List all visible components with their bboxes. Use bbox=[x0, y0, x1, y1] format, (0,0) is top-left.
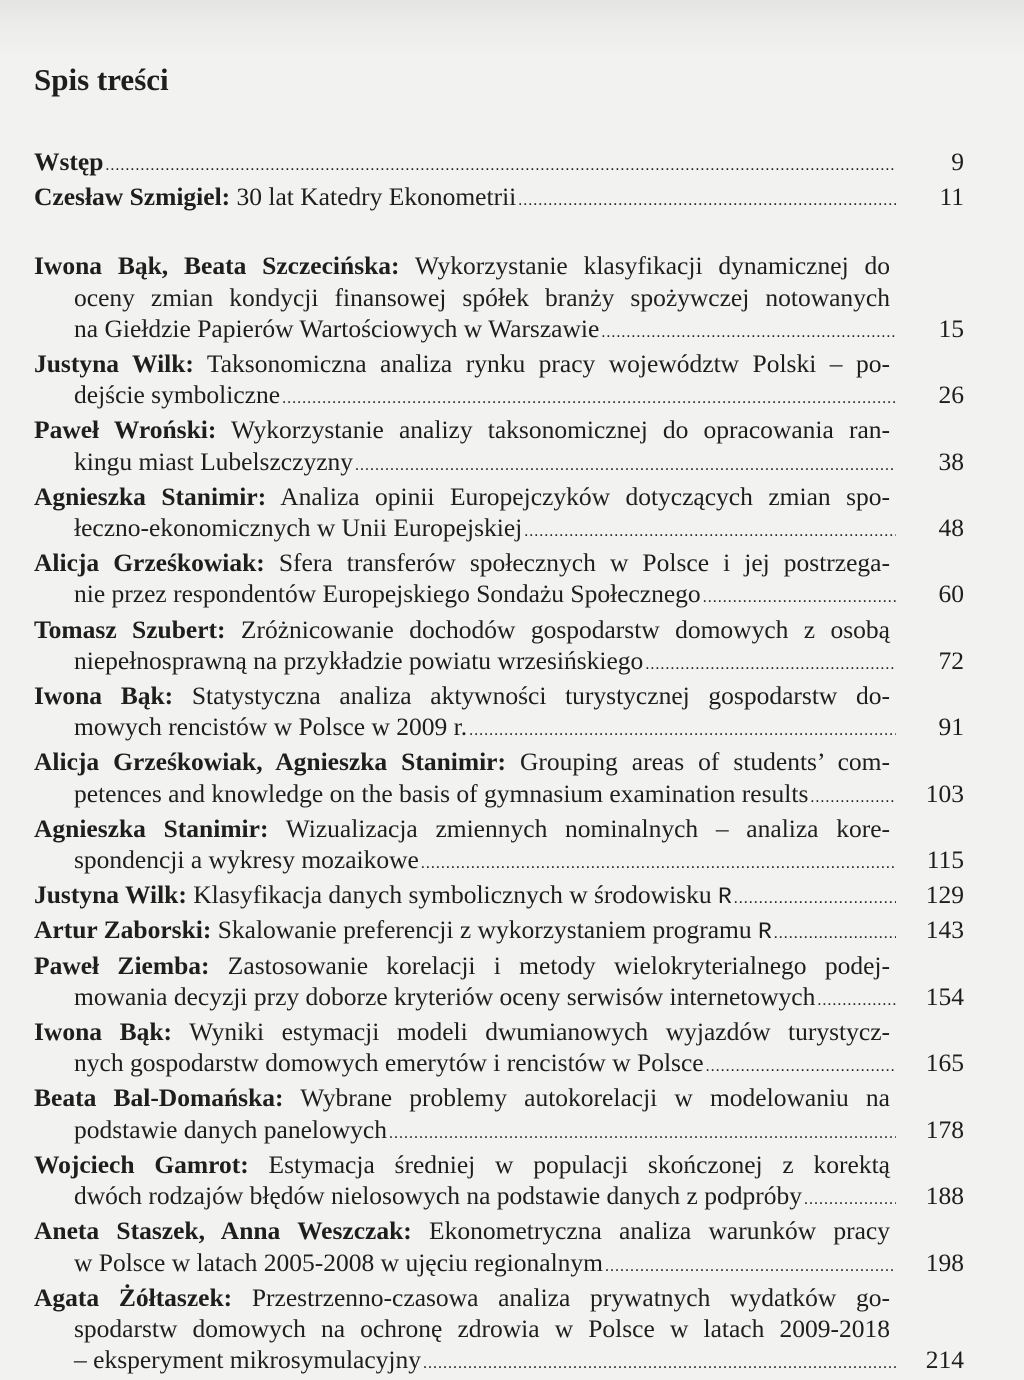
entry-last-line bbox=[34, 313, 964, 348]
page-number[interactable]: 178 bbox=[925, 1114, 964, 1144]
entry-title-line bbox=[34, 1313, 890, 1344]
entry-title-text: Wyniki estymacji modeli dwumianowych wyjazdów turystycz- bbox=[172, 1017, 891, 1047]
entry-last-line bbox=[34, 512, 964, 547]
toc-entry[interactable] bbox=[34, 914, 964, 949]
entry-title-text bbox=[74, 1114, 387, 1145]
page-number[interactable]: 154 bbox=[925, 981, 964, 1011]
entry-title-tail: kingu miast Lubelszczyzny bbox=[74, 446, 354, 476]
page-number[interactable]: 198 bbox=[925, 1247, 964, 1277]
entry-last-line bbox=[34, 645, 964, 680]
toc-entry[interactable] bbox=[34, 879, 964, 914]
toc-entry[interactable] bbox=[34, 1149, 964, 1215]
toc-entry[interactable] bbox=[34, 1215, 964, 1281]
entry-title-tail: łeczno-ekonomicznych w Unii Europejskiej bbox=[74, 513, 523, 543]
entry-last-line bbox=[34, 446, 964, 481]
entry-author: Justyna Wilk: bbox=[34, 349, 194, 379]
entry-title-text bbox=[34, 914, 772, 948]
dot-leader bbox=[734, 879, 896, 914]
entry-title-text bbox=[74, 1047, 704, 1078]
entry-last-line bbox=[34, 1344, 964, 1379]
entry-last-line bbox=[34, 1180, 964, 1215]
toc-entry[interactable] bbox=[34, 1016, 964, 1082]
entry-title-tail: spondencji a wykresy mozaikowe bbox=[74, 845, 419, 875]
entry-title-tail: niepełnosprawną na przykładzie powiatu wrzesińskiego bbox=[74, 645, 644, 675]
entry-last-line bbox=[34, 379, 964, 414]
entry-title-tail: na Giełdzie Papierów Wartościowych w Warszawie bbox=[74, 313, 600, 343]
entry-last-line bbox=[34, 879, 964, 914]
entry-title-tail: 30 lat Katedry Ekonometrii bbox=[230, 182, 517, 212]
entry-title-tail: Skalowanie preferencji z wykorzystaniem programu bbox=[211, 915, 758, 945]
entry-title-line bbox=[34, 746, 890, 777]
page-number[interactable]: 9 bbox=[951, 147, 964, 176]
entry-title-line bbox=[34, 1215, 890, 1246]
page-number[interactable]: 129 bbox=[925, 880, 964, 910]
entry-title-line bbox=[34, 950, 890, 981]
dot-leader bbox=[355, 446, 896, 481]
page-number[interactable]: 103 bbox=[925, 778, 964, 808]
r-language-label: R bbox=[717, 884, 732, 911]
table-of-contents bbox=[34, 146, 964, 1379]
entry-title-text: Zróżnicowanie dochodów gospodarstw domowych z osobą bbox=[225, 614, 890, 644]
entry-title-text: Przestrzenno-czasowa analiza prywatnych wydatków go- bbox=[232, 1282, 890, 1312]
entry-author: Paweł Wroński: bbox=[34, 415, 217, 445]
page-number[interactable]: 38 bbox=[938, 446, 964, 476]
page-number[interactable]: 214 bbox=[925, 1345, 964, 1375]
entry-author: Agata Żółtaszek: bbox=[34, 1282, 233, 1312]
toc-entry[interactable] bbox=[34, 813, 964, 879]
entry-title-tail: Klasyfikacja danych symbolicznych w środowisku bbox=[186, 880, 718, 910]
entry-title-text bbox=[34, 181, 516, 212]
entry-title-line bbox=[34, 1282, 890, 1313]
entry-title-tail: mowych rencistów w Polsce w 2009 r. bbox=[74, 712, 468, 742]
dot-leader bbox=[605, 1247, 896, 1282]
entry-title-text bbox=[74, 778, 808, 809]
entry-author: Beata Bal-Domańska: bbox=[34, 1083, 284, 1113]
entry-title-tail: nie przez respondentów Europejskiego Sondażu Społecznego bbox=[74, 579, 701, 609]
entry-last-line bbox=[34, 1047, 964, 1082]
entry-author: Wojciech Gamrot: bbox=[34, 1149, 249, 1179]
entry-author: Paweł Ziemba: bbox=[34, 950, 210, 980]
entry-author: Iwona Bąk: bbox=[34, 681, 174, 711]
entry-title-text: Statystyczna analiza aktywności turystycznej gospodarstw do- bbox=[173, 681, 890, 711]
entry-author: Agnieszka Stanimir: bbox=[34, 481, 267, 511]
dot-leader bbox=[601, 313, 896, 348]
dot-leader bbox=[423, 1344, 896, 1379]
dot-leader bbox=[774, 914, 896, 949]
toc-entry[interactable] bbox=[34, 414, 964, 480]
section-gap bbox=[34, 216, 964, 250]
toc-entry[interactable] bbox=[34, 746, 964, 812]
entry-author: Aneta Staszek, Anna Weszczak: bbox=[34, 1216, 412, 1246]
dot-leader bbox=[389, 1114, 896, 1149]
entry-title-text: Estymacja średniej w populacji skończonej z korektą bbox=[248, 1149, 890, 1179]
entry-title-tail: petences and knowledge on the basis of gymnasium examination results bbox=[74, 778, 809, 808]
dot-leader bbox=[817, 981, 896, 1016]
entry-title-text bbox=[74, 512, 522, 543]
dot-leader bbox=[469, 711, 896, 746]
entry-title-text: Grouping areas of students’ com- bbox=[505, 747, 890, 777]
page-number[interactable]: 143 bbox=[925, 915, 964, 945]
dot-leader bbox=[105, 146, 896, 181]
entry-last-line bbox=[34, 1114, 964, 1149]
entry-author: Agnieszka Stanimir: bbox=[34, 813, 269, 843]
entry-author: Alicja Grześkowiak: bbox=[34, 548, 265, 578]
entry-title-tail: dejście symboliczne bbox=[74, 380, 281, 410]
entry-author: Alicja Grześkowiak, Agnieszka Stanimir: bbox=[34, 747, 506, 777]
entry-author: Iwona Bąk: bbox=[34, 1017, 173, 1047]
entry-title-text bbox=[74, 844, 419, 875]
entry-title-line bbox=[34, 348, 890, 379]
toc-entry[interactable] bbox=[34, 181, 964, 216]
entry-title-text: Wizualizacja zmiennych nominalnych – analiza kore- bbox=[268, 813, 891, 843]
dot-leader bbox=[421, 844, 896, 879]
entry-last-line bbox=[34, 711, 964, 746]
entry-title-text bbox=[34, 146, 103, 177]
page-number[interactable]: 115 bbox=[926, 845, 964, 875]
entry-title-tail: mowania decyzji przy doborze kryteriów oceny serwisów internetowych bbox=[74, 981, 816, 1011]
entry-author: Wstęp bbox=[34, 147, 104, 176]
toc-entry[interactable] bbox=[34, 1082, 964, 1148]
entry-title-text: oceny zmian kondycji finansowej spółek branży spożywczej notowanych bbox=[74, 282, 890, 312]
entry-title-line bbox=[34, 680, 890, 711]
dot-leader bbox=[518, 181, 896, 216]
scan-shadow bbox=[0, 0, 1024, 60]
toc-entry[interactable] bbox=[34, 614, 964, 680]
entry-title-text: Sfera transferów społecznych w Polsce i jej postrzega- bbox=[264, 548, 890, 578]
dot-leader bbox=[804, 1180, 896, 1215]
page-number[interactable]: 11 bbox=[939, 182, 964, 212]
entry-last-line bbox=[34, 146, 964, 181]
page-number[interactable]: 188 bbox=[925, 1181, 964, 1211]
entry-title-text bbox=[74, 711, 467, 742]
toc-entry[interactable] bbox=[34, 1282, 964, 1380]
entry-title-text: Zastosowanie korelacji i metody wielokryterialnego podej- bbox=[209, 950, 890, 980]
entry-last-line bbox=[34, 181, 964, 216]
toc-entry[interactable] bbox=[34, 250, 964, 348]
entry-author: Justyna Wilk: bbox=[34, 880, 187, 910]
entry-title-text bbox=[34, 879, 732, 913]
page-number[interactable]: 48 bbox=[938, 513, 964, 543]
entry-title-text bbox=[74, 578, 701, 609]
entry-title-text bbox=[74, 379, 280, 410]
entry-title-line bbox=[34, 813, 890, 844]
entry-author: Tomasz Szubert: bbox=[34, 614, 226, 644]
entry-last-line bbox=[34, 914, 964, 949]
entry-title-line bbox=[34, 1016, 890, 1047]
entry-title-text: Wykorzystanie analizy taksonomicznej do opracowania ran- bbox=[216, 415, 891, 445]
entry-last-line bbox=[34, 844, 964, 879]
entry-last-line bbox=[34, 981, 964, 1016]
entry-title-text: Analiza opinii Europejczyków dotyczących zmian spo- bbox=[266, 481, 891, 511]
entry-title-line bbox=[34, 1082, 890, 1113]
toc-entry[interactable] bbox=[34, 348, 964, 414]
entry-last-line bbox=[34, 778, 964, 813]
page-number[interactable]: 60 bbox=[938, 579, 964, 609]
entry-title-text bbox=[74, 446, 353, 477]
entry-last-line bbox=[34, 578, 964, 613]
entry-author: Czesław Szmigiel: bbox=[34, 182, 231, 212]
entry-title-text bbox=[74, 645, 643, 676]
entry-title-line bbox=[34, 250, 890, 281]
page-number[interactable]: 26 bbox=[938, 380, 964, 410]
entry-title-text: Ekonometryczna analiza warunków pracy bbox=[411, 1216, 890, 1246]
entry-title-line bbox=[34, 547, 890, 578]
entry-title-text bbox=[74, 1344, 421, 1375]
entry-last-line bbox=[34, 1247, 964, 1282]
entry-title-text bbox=[74, 1247, 603, 1278]
entry-title-line bbox=[34, 282, 890, 313]
r-language-label: R bbox=[757, 919, 772, 946]
entry-title-line bbox=[34, 1149, 890, 1180]
dot-leader bbox=[706, 1047, 896, 1082]
dot-leader bbox=[645, 645, 896, 680]
entry-title-text: spodarstw domowych na ochronę zdrowia w Polsce w latach 2009-2018 bbox=[74, 1313, 890, 1343]
entry-title-text: Wybrane problemy autokorelacji w modelowaniu na bbox=[283, 1083, 890, 1113]
entry-title-tail: podstawie danych panelowych bbox=[74, 1114, 387, 1144]
entry-title-text bbox=[74, 981, 815, 1012]
entry-title-line bbox=[34, 481, 890, 512]
entry-title-text bbox=[74, 1180, 802, 1211]
dot-leader bbox=[810, 778, 896, 813]
page-title: Spis treści bbox=[34, 62, 169, 97]
toc-entry[interactable] bbox=[34, 547, 964, 613]
entry-title-tail: – eksperyment mikrosymulacyjny bbox=[74, 1345, 422, 1375]
entry-title-tail: w Polsce w latach 2005-2008 w ujęciu regionalnym bbox=[74, 1247, 604, 1277]
dot-leader bbox=[282, 379, 896, 414]
entry-title-text bbox=[74, 313, 599, 344]
entry-title-tail: dwóch rodzajów błędów nielosowych na podstawie danych z podpróby bbox=[74, 1181, 802, 1211]
entry-title-tail: nych gospodarstw domowych emerytów i rencistów w Polsce bbox=[74, 1048, 704, 1078]
page-number[interactable]: 91 bbox=[938, 712, 964, 742]
entry-title-text: Taksonomiczna analiza rynku pracy województw Polski – po- bbox=[193, 349, 890, 379]
page-number[interactable]: 15 bbox=[938, 313, 964, 343]
entry-title-line bbox=[34, 614, 890, 645]
entry-author: Iwona Bąk, Beata Szczecińska: bbox=[34, 251, 400, 281]
toc-entry[interactable] bbox=[34, 146, 964, 181]
page-number[interactable]: 72 bbox=[938, 645, 964, 675]
toc-entry[interactable] bbox=[34, 481, 964, 547]
dot-leader bbox=[524, 512, 896, 547]
entry-author: Artur Zaborski: bbox=[34, 915, 212, 945]
toc-entry[interactable] bbox=[34, 950, 964, 1016]
entry-title-line bbox=[34, 414, 890, 445]
entry-title-text: Wykorzystanie klasyfikacji dynamicznej do bbox=[399, 251, 890, 281]
page-number[interactable]: 165 bbox=[925, 1048, 964, 1078]
toc-entry[interactable] bbox=[34, 680, 964, 746]
dot-leader bbox=[703, 578, 896, 613]
